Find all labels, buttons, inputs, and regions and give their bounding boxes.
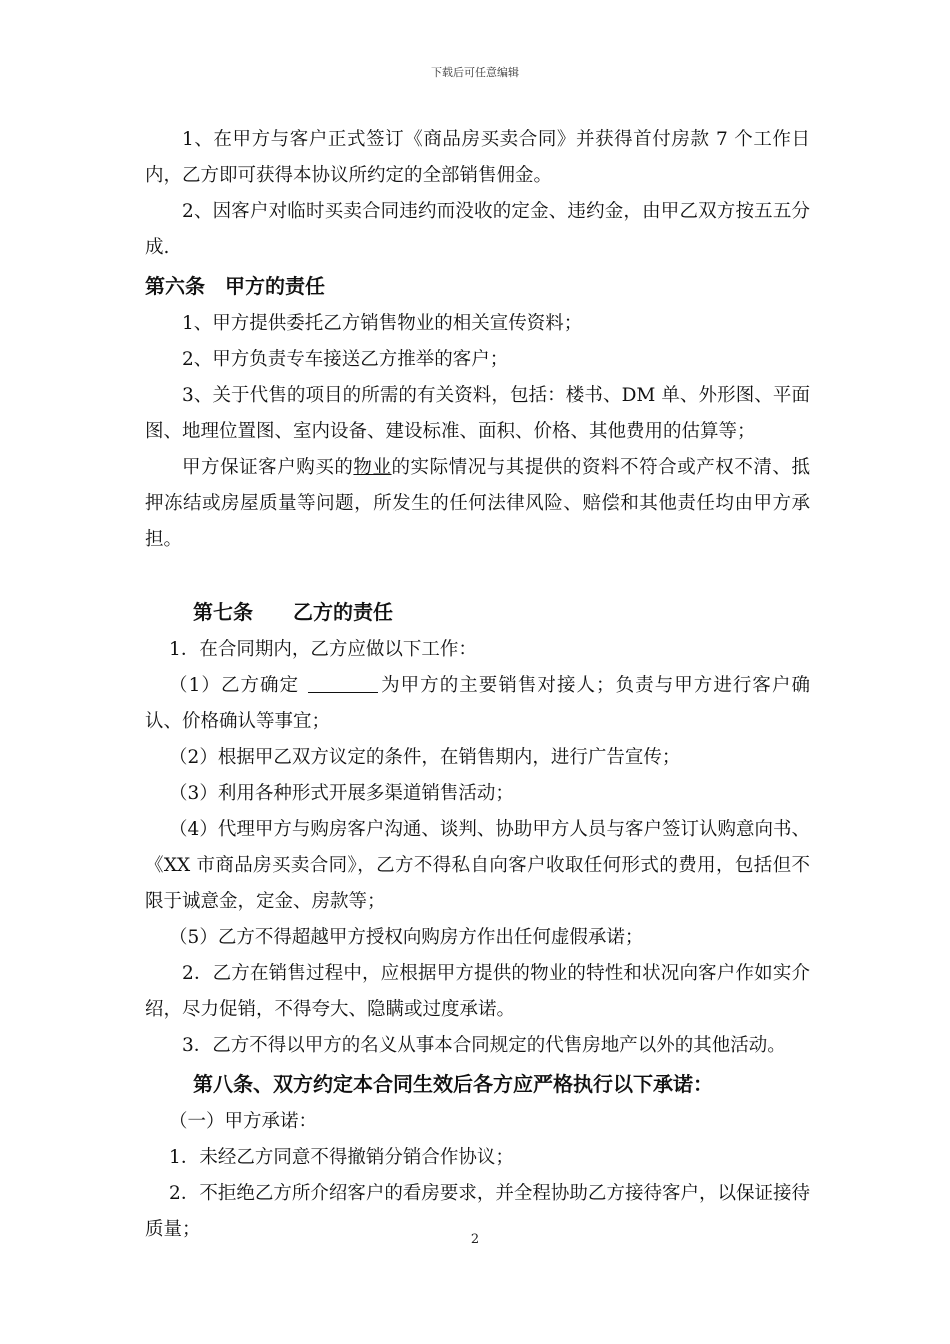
blank-fill-line [308, 674, 378, 693]
underlined-term: 物业 [353, 457, 392, 478]
paragraph: 1、甲方提供委托乙方销售物业的相关宣传资料； [182, 313, 583, 334]
section-heading-7: 第七条 乙方的责任 [193, 600, 393, 624]
section-heading-8: 第八条、双方约定本合同生效后各方应严格执行以下承诺： [193, 1072, 713, 1096]
paragraph [145, 450, 810, 558]
paragraph: （一）甲方承诺： [169, 1111, 318, 1132]
paragraph: 1、在甲方与客户正式签订《商品房买卖合同》并获得首付房款 7 个工作日内，乙方即可获得本协议所约定的全部销售佣金。 [145, 129, 810, 186]
paragraph: 1．在合同期内，乙方应做以下工作： [169, 639, 477, 660]
paragraph: 3．乙方不得以甲方的名义从事本合同规定的代售房地产以外的其他活动。 [182, 1035, 786, 1056]
page-header: 下载后可任意编辑 [431, 66, 519, 79]
text-run: 为甲方的主要销售对接人；负责与甲方进行客户确认、价格确认等事宜； [145, 675, 810, 732]
paragraph: （3）利用各种形式开展多渠道销售活动； [169, 783, 514, 804]
paragraph: 2、因客户对临时买卖合同违约而没收的定金、违约金，由甲乙双方按五五分成. [145, 201, 810, 258]
paragraph: 1．未经乙方同意不得撤销分销合作协议； [169, 1147, 514, 1168]
paragraph: 2、甲方负责专车接送乙方推举的客户； [182, 349, 509, 370]
paragraph: （4）代理甲方与购房客户沟通、谈判、协助甲方人员与客户签订认购意向书、《XX 市商品房买卖合同》，乙方不得私自向客户收取任何形式的费用，包括但不限于诚意金，定金、房款等； [145, 819, 810, 912]
page-number: 2 [470, 1232, 480, 1247]
text-run: 甲方保证客户购买的 [182, 457, 354, 478]
paragraph: 2．乙方在销售过程中，应根据甲方提供的物业的特性和状况向客户作如实介绍，尽力促销，不得夸大、隐瞒或过度承诺。 [145, 963, 810, 1020]
document-body [145, 122, 810, 1248]
text-run: 的实际情况与其提供的资料不符合或产权不清、抵押冻结或房屋质量等问题，所发生的任何法律风险、赔偿和其他责任均由甲方承担。 [145, 457, 810, 550]
section-heading-6: 第六条 甲方的责任 [145, 274, 325, 298]
paragraph: （2）根据甲乙双方议定的条件，在销售期内，进行广告宣传； [169, 747, 681, 768]
paragraph: （5）乙方不得超越甲方授权向购房方作出任何虚假承诺； [169, 927, 644, 948]
paragraph: 3、关于代售的项目的所需的有关资料，包括：楼书、DM 单、外形图、平面图、地理位置图、室内设备、建设标准、面积、价格、其他费用的估算等； [145, 385, 810, 442]
paragraph: 2．不拒绝乙方所介绍客户的看房要求，并全程协助乙方接待客户，以保证接待质量； [145, 1183, 810, 1240]
text-run: （1）乙方确定 [169, 675, 307, 696]
paragraph [145, 668, 810, 740]
spacer [145, 558, 810, 592]
